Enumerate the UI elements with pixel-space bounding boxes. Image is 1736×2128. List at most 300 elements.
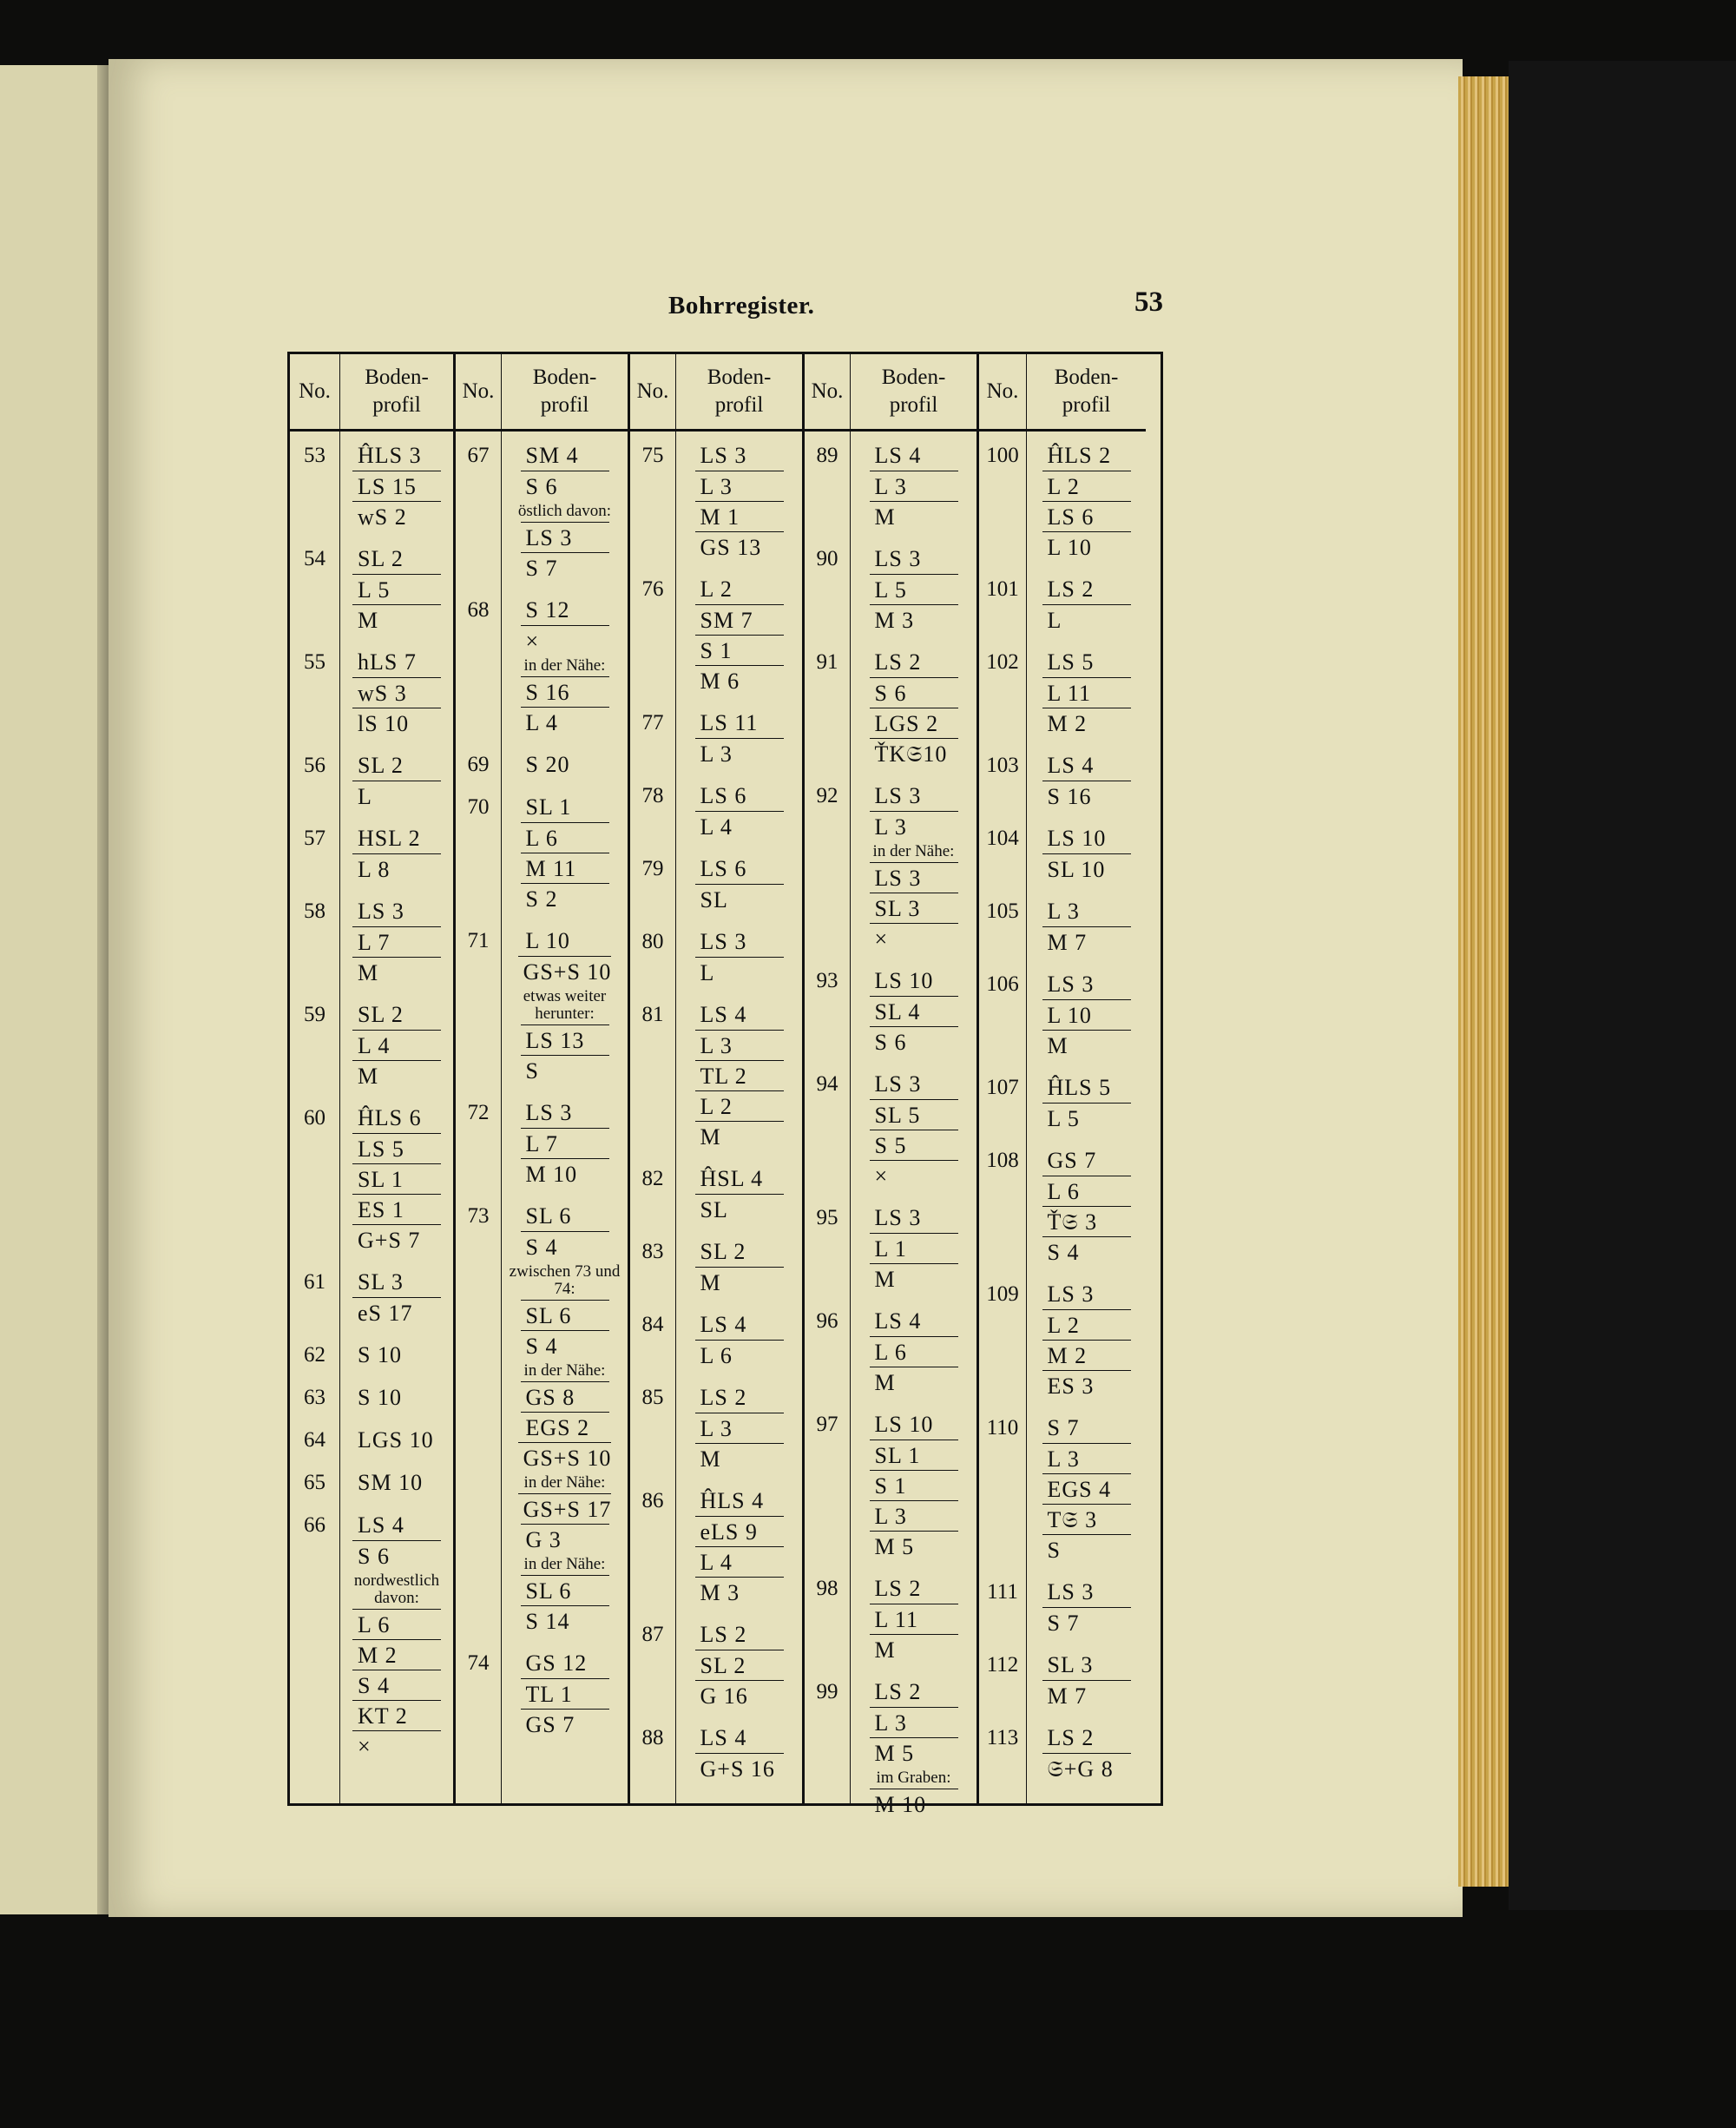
page-edges [1458, 76, 1509, 1887]
profile-entry [1027, 647, 1146, 750]
layer-value: SL [695, 884, 784, 914]
entry-number: 107 [986, 1076, 1019, 1099]
entry-number: 57 [304, 827, 326, 850]
profile-layer [502, 1128, 628, 1158]
profile-layer [851, 1573, 976, 1604]
profile-entry [851, 781, 976, 965]
layer-value: HSL 2 [358, 826, 421, 851]
layer-value: L 3 [870, 1500, 958, 1531]
profile-entry [340, 440, 453, 544]
layer-value: L 5 [870, 574, 958, 604]
layer-value: G+S 16 [695, 1753, 784, 1783]
profile-layer [676, 811, 802, 841]
profile-entry [851, 1573, 976, 1677]
layer-value: L 4 [352, 1030, 441, 1060]
header-profile: Boden- profil [340, 354, 453, 432]
profile-layer [851, 965, 976, 996]
profile-entry [1027, 1577, 1146, 1650]
profile-layer [340, 604, 453, 635]
layer-value: TL 2 [695, 1060, 784, 1090]
profile-layer [340, 1103, 453, 1133]
layer-value: T𝔖 3 [1042, 1504, 1131, 1534]
profile-layer [340, 440, 453, 471]
profile-layer [676, 440, 802, 471]
profile-layer [851, 811, 976, 841]
profile-layer [676, 1753, 802, 1783]
layer-value: L 7 [352, 926, 441, 957]
profile-layer [1027, 1309, 1146, 1340]
profile-entry [676, 1163, 802, 1236]
layer-value: SL 6 [521, 1300, 609, 1330]
profile-layer [676, 574, 802, 604]
layer-value: L 3 [695, 1030, 784, 1060]
profile-layer [1027, 853, 1146, 884]
layer-value: SL 1 [870, 1440, 958, 1470]
profile-note: im Graben: [876, 1769, 951, 1787]
layer-value: M 5 [870, 1531, 958, 1561]
entry-number: 92 [816, 784, 838, 807]
profile-entry [676, 1486, 802, 1619]
profile-layer [851, 1409, 976, 1440]
entry-number: 111 [987, 1580, 1018, 1604]
layer-value: lS 10 [352, 708, 441, 738]
profile-layer [502, 1605, 628, 1636]
layer-value: wS 3 [352, 677, 441, 708]
profile-layer [1027, 604, 1146, 635]
entry-number: 102 [986, 650, 1019, 674]
profile-layer [676, 531, 802, 562]
profile-layer [502, 1158, 628, 1189]
layer-value: eLS 9 [695, 1516, 784, 1546]
entry-number: 82 [641, 1167, 664, 1190]
profile-layer [1027, 1279, 1146, 1309]
layer-value: LS 4 [874, 443, 922, 468]
profile-layer [851, 501, 976, 531]
profile-entry [676, 781, 802, 853]
entry-number: 69 [467, 753, 490, 776]
layer-value: EGS 2 [521, 1412, 609, 1442]
entry-number: 78 [641, 784, 664, 807]
profile-layer [1027, 823, 1146, 853]
profile-layer [340, 957, 453, 987]
no-body [979, 432, 1026, 1795]
layer-value: GS+S 10 [518, 956, 612, 986]
profile-layer [676, 604, 802, 635]
layer-value: LS 3 [358, 899, 404, 924]
profile-layer [851, 1789, 976, 1819]
layer-value: L 2 [1042, 471, 1131, 501]
layer-value: LS 2 [874, 649, 922, 675]
layer-value: LS 5 [352, 1133, 441, 1163]
profile-entry [676, 1619, 802, 1723]
profile-entry [340, 1467, 453, 1510]
layer-value: L 2 [700, 576, 733, 602]
layer-value: GS 8 [521, 1381, 609, 1412]
layer-value: M [695, 1443, 784, 1473]
profile-layer [676, 1163, 802, 1194]
profile-layer [676, 1309, 802, 1340]
layer-value: SM 7 [695, 604, 784, 635]
profile-layer [1027, 1236, 1146, 1267]
layer-value: M [352, 1060, 441, 1090]
layer-value: SL 6 [525, 1203, 572, 1229]
book-cover [1509, 61, 1736, 1910]
profile-layer [340, 1700, 453, 1730]
layer-value: LS 4 [358, 1512, 404, 1538]
profile-layer [1027, 1176, 1146, 1206]
layer-value: SL 3 [870, 893, 958, 923]
profile-layer [676, 884, 802, 914]
layer-value: SL 6 [521, 1575, 609, 1605]
profile-note: in der Nähe: [523, 656, 606, 675]
layer-value: L 5 [352, 574, 441, 604]
entry-number: 103 [986, 754, 1019, 777]
entry-number: 71 [467, 929, 490, 952]
column-group [628, 354, 802, 1803]
profile-note: in der Nähe: [523, 1555, 606, 1573]
profile-column [676, 354, 802, 1803]
profile-entry [502, 440, 628, 595]
layer-value: SL 2 [700, 1239, 746, 1264]
layer-value: ES 3 [1042, 1370, 1131, 1400]
profile-layer [340, 1382, 453, 1413]
entry-number: 108 [986, 1149, 1019, 1172]
layer-value: S 6 [870, 1026, 958, 1057]
layer-value: G 3 [521, 1524, 609, 1554]
profile-layer [502, 1412, 628, 1442]
layer-value: S 7 [521, 552, 609, 583]
column-group [453, 354, 628, 1803]
no-column [290, 354, 340, 1803]
profile-layer [340, 1467, 453, 1498]
profile-layer [340, 1540, 453, 1571]
layer-value: LS 3 [874, 783, 922, 808]
entry-number: 88 [641, 1726, 664, 1749]
layer-value: M 5 [870, 1737, 958, 1768]
profile-layer [502, 1097, 628, 1128]
layer-value: ŤK𝔖10 [870, 738, 958, 768]
profile-layer [502, 883, 628, 913]
layer-value: SL 2 [358, 1002, 404, 1027]
running-title: Bohrregister. [668, 292, 815, 320]
layer-value: LS 3 [874, 1205, 922, 1230]
layer-value: L 3 [1042, 1443, 1131, 1473]
layer-value: SL 2 [358, 753, 404, 778]
profile-layer [340, 999, 453, 1030]
profile-layer [676, 1486, 802, 1516]
layer-value: TL 1 [521, 1678, 609, 1709]
layer-value: M [695, 1267, 784, 1297]
layer-value: L 3 [870, 1707, 958, 1737]
layer-value: hLS 7 [358, 649, 417, 675]
layer-value: GS 7 [521, 1709, 609, 1739]
profile-entry [1027, 440, 1146, 574]
profile-layer [676, 1090, 802, 1121]
layer-value: × [352, 1730, 441, 1761]
profile-entry [676, 1309, 802, 1382]
profile-entry [1027, 1650, 1146, 1723]
profile-layer [340, 677, 453, 708]
profile-layer [1027, 1753, 1146, 1783]
layer-value: LS 2 [700, 1622, 747, 1647]
entry-number: 80 [641, 930, 664, 953]
layer-value: S 16 [521, 676, 609, 707]
profile-layer [502, 749, 628, 780]
profile-entry [340, 896, 453, 999]
profile-layer [502, 552, 628, 583]
profile-layer [1027, 1413, 1146, 1443]
profile-entry [676, 926, 802, 999]
profile-entry [851, 1306, 976, 1409]
profile-layer [340, 781, 453, 811]
layer-value: LS 5 [1047, 649, 1095, 675]
entry-number: 106 [986, 972, 1019, 996]
layer-value: LS 4 [700, 1312, 747, 1337]
profile-layer [676, 853, 802, 884]
layer-value: SL 2 [358, 546, 404, 571]
layer-value: 𝔖+G 8 [1042, 1753, 1131, 1783]
profile-layer [851, 604, 976, 635]
profile-entry [502, 749, 628, 792]
layer-value: L 6 [352, 1609, 441, 1639]
layer-value: M 3 [695, 1577, 784, 1607]
layer-value: LS 13 [521, 1024, 609, 1055]
layer-value: L 6 [870, 1336, 958, 1367]
profile-entry [1027, 1145, 1146, 1279]
profile-layer [676, 1030, 802, 1060]
entry-number: 86 [641, 1489, 664, 1512]
entry-number: 98 [816, 1577, 838, 1600]
profile-layer [340, 647, 453, 677]
column-group [976, 354, 1146, 1803]
entry-number: 60 [304, 1106, 326, 1130]
layer-value: LS 3 [874, 1071, 922, 1097]
layer-value: S 20 [525, 752, 570, 777]
layer-value: M 6 [695, 665, 784, 695]
layer-value: wS 2 [352, 501, 441, 531]
profile-layer [1027, 999, 1146, 1030]
header-no: No. [979, 354, 1026, 432]
entry-number: 72 [467, 1101, 490, 1124]
profile-layer [502, 1231, 628, 1262]
layer-value: S [1042, 1534, 1131, 1565]
layer-value: LS 6 [700, 856, 747, 881]
layer-value: M 11 [521, 853, 609, 883]
layer-value: L 11 [870, 1604, 958, 1634]
profile-body [502, 432, 628, 1751]
profile-note: in der Nähe: [523, 1473, 606, 1492]
layer-value: S 7 [1042, 1607, 1131, 1637]
profile-entry [676, 853, 802, 926]
no-column [805, 354, 851, 1803]
layer-value: LS 15 [352, 471, 441, 501]
layer-value: L 4 [521, 707, 609, 737]
entry-number: 64 [304, 1428, 326, 1452]
layer-value: L 6 [521, 822, 609, 853]
profile-layer [851, 738, 976, 768]
profile-layer [851, 1099, 976, 1130]
profile-entry [851, 1069, 976, 1202]
profile-entry [676, 999, 802, 1163]
profile-layer [676, 1443, 802, 1473]
profile-layer [1027, 1607, 1146, 1637]
profile-layer [1027, 1443, 1146, 1473]
entry-number: 70 [467, 795, 490, 819]
entry-number: 90 [816, 547, 838, 570]
entry-number: 112 [986, 1653, 1019, 1677]
layer-value: LS 2 [874, 1576, 922, 1601]
entry-number: 54 [304, 547, 326, 570]
layer-value: M 2 [1042, 1340, 1131, 1370]
profile-entry [502, 792, 628, 926]
layer-value: M [352, 957, 441, 987]
profile-entry [851, 440, 976, 544]
entry-number: 79 [641, 857, 664, 880]
entry-number: 63 [304, 1386, 326, 1409]
profile-layer [340, 1030, 453, 1060]
profile-layer [676, 1413, 802, 1443]
profile-layer [1027, 574, 1146, 604]
profile-layer [502, 1201, 628, 1231]
profile-layer [1027, 781, 1146, 811]
profile-layer [851, 1634, 976, 1664]
layer-value: S 1 [870, 1470, 958, 1500]
profile-layer [1027, 1145, 1146, 1176]
profile-layer [851, 1202, 976, 1233]
no-body [805, 432, 850, 1831]
layer-value: ĤLS 5 [1047, 1075, 1112, 1100]
profile-layer [676, 1194, 802, 1224]
header-no: No. [290, 354, 339, 432]
profile-entry [1027, 750, 1146, 823]
no-column [456, 354, 502, 1803]
layer-value: LS 2 [1047, 576, 1095, 602]
layer-value: S 14 [521, 1605, 609, 1636]
profile-layer [340, 1163, 453, 1194]
profile-entry [502, 1201, 628, 1648]
profile-layer [502, 707, 628, 737]
profile-layer [502, 522, 628, 552]
layer-value: × [870, 1160, 958, 1190]
layer-value: M 2 [1042, 708, 1131, 738]
profile-layer [1027, 1650, 1146, 1680]
layer-value: GS+S 17 [518, 1493, 612, 1524]
profile-layer [1027, 1680, 1146, 1710]
entry-number: 87 [641, 1623, 664, 1646]
profile-entry [851, 965, 976, 1069]
profile-layer [851, 471, 976, 501]
profile-layer [851, 708, 976, 738]
profile-layer [340, 544, 453, 574]
layer-value: S 6 [352, 1540, 441, 1571]
layer-value: M 2 [352, 1639, 441, 1670]
profile-entry [676, 1723, 802, 1795]
profile-layer [340, 823, 453, 853]
entry-number: 68 [467, 598, 490, 622]
entry-number: 74 [467, 1651, 490, 1675]
profile-note: zwischen 73 und 74: [509, 1262, 621, 1298]
layer-value: LS 3 [870, 862, 958, 893]
header-profile: Boden- profil [676, 354, 802, 432]
layer-value: LS 4 [700, 1725, 747, 1750]
profile-layer [1027, 440, 1146, 471]
layer-value: S [521, 1055, 609, 1085]
layer-value: LS 6 [700, 783, 747, 808]
profile-layer [851, 1069, 976, 1099]
entry-number: 91 [816, 650, 838, 674]
layer-value: S 4 [1042, 1236, 1131, 1267]
layer-value: L 2 [695, 1090, 784, 1121]
entry-number: 96 [816, 1309, 838, 1333]
profile-layer [676, 1577, 802, 1607]
profile-note: nordwestlich davon: [353, 1571, 440, 1607]
profile-layer [1027, 969, 1146, 999]
profile-layer [676, 665, 802, 695]
layer-value: ĤLS 6 [358, 1105, 422, 1130]
profile-body [1027, 432, 1146, 1795]
profile-layer [676, 1650, 802, 1680]
profile-entry [1027, 896, 1146, 969]
layer-value: LS 10 [874, 1412, 934, 1437]
profile-column [340, 354, 453, 1803]
layer-value: LS 4 [874, 1308, 922, 1334]
bore-register-table [287, 352, 1163, 1817]
profile-note: in der Nähe: [523, 1361, 606, 1380]
profile-layer [340, 471, 453, 501]
profile-layer [851, 1233, 976, 1263]
entry-number: 53 [304, 444, 326, 467]
profile-entry [340, 823, 453, 896]
layer-value: L 3 [695, 738, 784, 768]
entry-number: 76 [641, 577, 664, 601]
profile-entry [340, 647, 453, 750]
layer-value: ES 1 [352, 1194, 441, 1224]
profile-layer [340, 1510, 453, 1540]
layer-value: LS 2 [1047, 1725, 1095, 1750]
layer-value: KT 2 [352, 1700, 441, 1730]
layer-value: M [870, 1367, 958, 1397]
profile-layer [340, 1133, 453, 1163]
layer-value: L 5 [1042, 1103, 1131, 1133]
profile-layer [502, 1575, 628, 1605]
profile-note: östlich davon: [517, 502, 612, 520]
profile-layer [851, 1737, 976, 1768]
layer-value: L 1 [870, 1233, 958, 1263]
profile-entry [851, 1409, 976, 1573]
profile-layer [851, 996, 976, 1026]
profile-layer [851, 1707, 976, 1737]
profile-layer [340, 1425, 453, 1455]
entry-number: 62 [304, 1343, 326, 1367]
profile-layer [1027, 1206, 1146, 1236]
layer-value: LS 3 [700, 929, 747, 954]
profile-layer [502, 471, 628, 501]
profile-layer [676, 926, 802, 957]
profile-layer [676, 1060, 802, 1090]
profile-layer [851, 1026, 976, 1057]
profile-entry [851, 544, 976, 647]
entry-number: 65 [304, 1471, 326, 1494]
profile-entry [1027, 1413, 1146, 1577]
profile-layer [340, 1670, 453, 1700]
layer-value: S 1 [695, 635, 784, 665]
profile-entry [1027, 1279, 1146, 1413]
layer-value: M [870, 1263, 958, 1294]
entry-number: 97 [816, 1413, 838, 1436]
no-body [630, 432, 675, 1795]
layer-value: L 3 [695, 1413, 784, 1443]
entry-number: 104 [986, 827, 1019, 850]
